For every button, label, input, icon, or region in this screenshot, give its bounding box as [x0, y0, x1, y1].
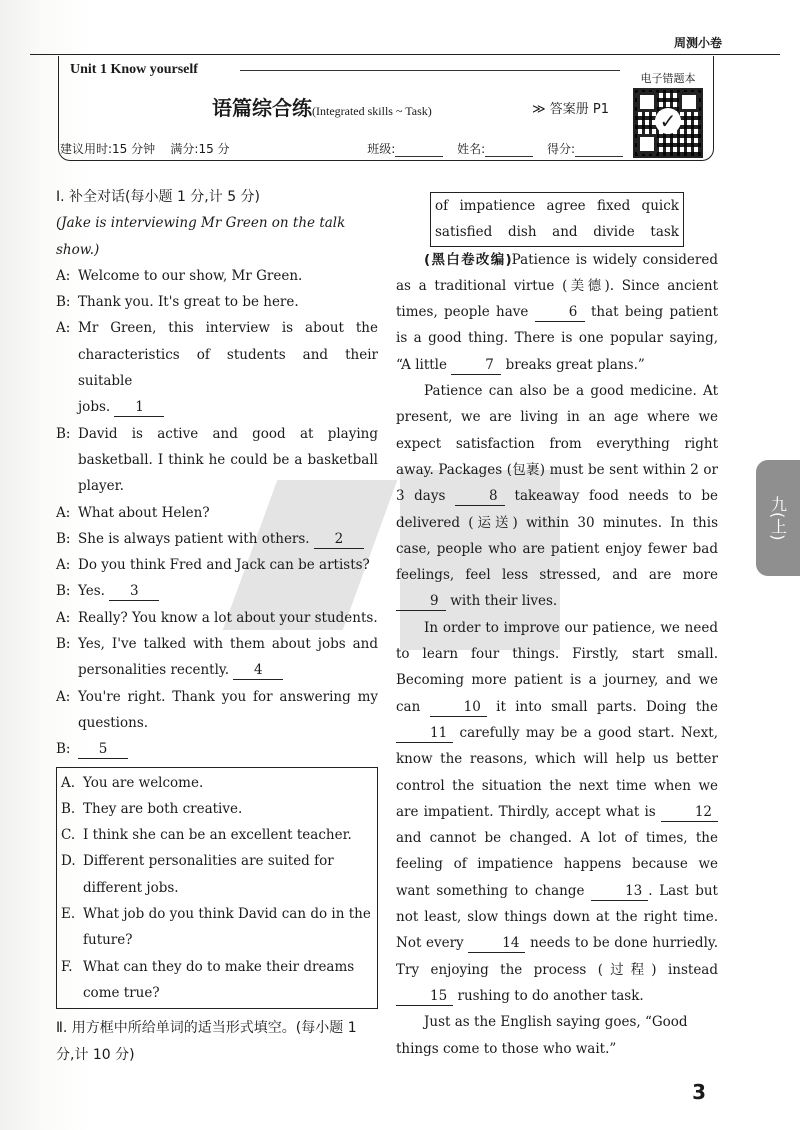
option-text: Different personalities are suited for different jobs.	[83, 853, 334, 896]
answer-ref: ≫ 答案册 P1	[532, 102, 609, 117]
text: and cannot be changed. A lot of times, the feeling of impatience happens because we want something to change	[396, 830, 718, 899]
paragraph-1	[396, 247, 718, 378]
class-field[interactable]	[395, 144, 443, 157]
speaker-label: A:	[56, 688, 71, 705]
options-box	[56, 767, 378, 1010]
blank-8[interactable]: 8	[455, 487, 505, 506]
text: basketball. I think he could be a basketball	[78, 451, 378, 468]
text: Really? You know a lot about your students.	[78, 609, 378, 626]
text: needs to be done hurriedly. Try enjoying the process (过程) instead	[396, 935, 719, 978]
dialog-text	[78, 736, 378, 762]
text: In order to improve our patience, we need to learn four things. Firstly, start small. Becoming more patient is a journey, and we can	[396, 619, 718, 715]
dialog-text-line	[78, 315, 378, 341]
time-label: 建议用时:15 分钟	[60, 142, 156, 156]
qr-label: 电子错题本	[640, 72, 696, 85]
check-icon: ✓	[655, 108, 681, 134]
word-option: quick	[641, 198, 679, 214]
word-option: satisfied	[435, 224, 493, 241]
text: rushing to do another task.	[457, 987, 644, 1004]
blank-10[interactable]: 10	[430, 698, 487, 717]
text: with their lives.	[450, 593, 558, 610]
blank-1[interactable]: 1	[114, 398, 164, 417]
option-text: They are both creative.	[83, 800, 243, 817]
paragraph-2	[396, 378, 718, 615]
blank-12[interactable]: 12	[661, 803, 718, 822]
option-item	[61, 770, 373, 796]
speaker-label: A:	[56, 320, 71, 337]
option-key: B.	[61, 800, 76, 817]
source-label: (黑白卷改编)	[424, 251, 512, 268]
side-tab-label: 九(上)	[768, 495, 788, 541]
dialog-text-line	[78, 684, 378, 710]
option-key: F.	[61, 958, 73, 975]
option-key: C.	[61, 827, 76, 844]
option-item	[61, 796, 373, 822]
speaker-label: A:	[56, 504, 71, 521]
dialog-text	[78, 421, 378, 500]
text: She is always patient with others.	[78, 530, 310, 547]
dialog-text-line	[78, 447, 378, 473]
dialog-line	[56, 315, 378, 420]
qr-eye-icon	[637, 134, 657, 154]
text: David is active and good at playing	[78, 425, 378, 442]
unit-rule	[240, 70, 620, 71]
blank-9[interactable]: 9	[396, 592, 446, 611]
dialog-line	[56, 631, 378, 684]
speaker-label: A:	[56, 267, 71, 284]
score-label: 满分:15 分	[170, 142, 230, 156]
qr-eye-icon	[637, 92, 657, 112]
text: carefully may be a good start. Next, know the reasons, which will help us better control the situation the next time when we are impatient. Thirdly, accept what is	[396, 724, 718, 820]
text: Patience can also be a good medicine. At present, we are living in an age where we expect satisfaction from everything right away. Packages (包裹) must be sent within 2 or 3 days	[396, 383, 718, 505]
dialog-line	[56, 526, 378, 552]
blank-6[interactable]: 6	[535, 303, 585, 322]
text: breaks great plans.”	[505, 356, 645, 373]
dialog-context: (Jake is interviewing Mr Green on the talk show.)	[56, 215, 346, 258]
text: Patience is widely considered as a traditional virtue (美德). Since ancient times, people have	[396, 251, 718, 321]
text: jobs.	[78, 399, 111, 416]
dialog-text-line	[78, 578, 378, 604]
text: Yes, I've talked with them about jobs and	[78, 636, 378, 653]
text: Yes.	[78, 583, 105, 600]
speaker-label: A:	[56, 557, 71, 574]
qr-block[interactable]	[630, 70, 706, 156]
paragraph-3	[396, 615, 718, 1009]
dialog-text-line	[78, 421, 378, 447]
word-row	[435, 219, 679, 245]
text: What about Helen?	[78, 504, 210, 521]
qr-eye-icon	[679, 92, 699, 112]
dialog-text	[78, 631, 378, 684]
dialog-text-line	[78, 342, 378, 395]
blank-3[interactable]: 3	[109, 582, 159, 601]
word-row	[435, 193, 679, 219]
word-option: and	[552, 224, 578, 241]
section-2	[396, 184, 718, 1062]
word-option: task	[650, 224, 679, 241]
header-rule	[30, 54, 780, 55]
speaker-label: B:	[56, 636, 71, 653]
text: it into small parts. Doing the	[496, 698, 718, 715]
blank-14[interactable]: 14	[468, 934, 525, 953]
word-box	[430, 192, 684, 247]
dialog-text	[78, 263, 378, 289]
main-title	[212, 92, 432, 121]
page-number: 3	[692, 1080, 706, 1104]
dialog-text	[78, 605, 378, 631]
class-label: 班级:	[367, 142, 396, 156]
option-key: A.	[61, 774, 76, 791]
section-1	[56, 184, 378, 1068]
text: . Last but not least, slow things down at the right time. Not every	[396, 882, 718, 952]
option-item	[61, 954, 373, 1007]
text: Thank you. It's great to be here.	[78, 294, 299, 311]
speaker-label: B:	[56, 741, 71, 758]
top-label: 周测小卷	[673, 36, 722, 50]
dialog-line	[56, 421, 378, 500]
option-item	[61, 848, 373, 901]
dialog-line	[56, 684, 378, 737]
text: takeaway food needs to be delivered (运送) within 30 minutes. In this case, people who are patient enjoy fewer bad feelings, feel less stressed, and are more	[396, 488, 718, 584]
option-text: What can they do to make their dreams come true?	[83, 958, 355, 1001]
mark-field[interactable]	[575, 144, 623, 157]
dialog-text-line	[78, 394, 378, 420]
dialog-text	[78, 526, 378, 552]
dialog-text-line	[78, 526, 378, 552]
option-text: I think she can be an excellent teacher.	[83, 827, 352, 844]
dialog-text	[78, 500, 378, 526]
word-option: fixed	[596, 198, 631, 214]
option-text: What job do you think David can do in the future?	[83, 906, 371, 949]
word-option: divide	[593, 224, 635, 241]
section-1-title: Ⅰ. 补全对话(每小题 1 分,计 5 分)	[56, 189, 261, 205]
text: personalities recently.	[78, 662, 230, 679]
section-2-title: Ⅱ. 用方框中所给单词的适当形式填空。(每小题 1 分,计 10 分)	[56, 1020, 357, 1063]
mark-label: 得分:	[546, 142, 575, 156]
dialog-line	[56, 500, 378, 526]
side-tab	[756, 460, 800, 576]
dialog-line	[56, 605, 378, 631]
text: Do you think Fred and Jack can be artists?	[78, 557, 370, 574]
speaker-label: B:	[56, 425, 71, 442]
unit-title: Unit 1 Know yourself	[70, 62, 198, 77]
blank-13[interactable]: 13	[591, 882, 648, 901]
dialog-text-line	[78, 710, 378, 736]
dialog-text-line	[78, 631, 378, 657]
option-item	[61, 901, 373, 954]
blank-7[interactable]: 7	[451, 356, 501, 375]
name-label: 姓名:	[457, 142, 486, 156]
option-item	[61, 822, 373, 848]
dialog-text-line	[78, 473, 378, 499]
paragraph-4: Just as the English saying goes, “Good things come to those who wait.”	[396, 1014, 688, 1057]
dialog-line	[56, 736, 378, 762]
text: Welcome to our show, Mr Green.	[78, 267, 303, 284]
text: Mr Green, this interview is about the	[78, 320, 378, 337]
text: player.	[78, 478, 124, 495]
dialog-text-line	[78, 605, 378, 631]
dialog-text-line	[78, 657, 378, 683]
dialog-text-line	[78, 736, 378, 762]
speaker-label: B:	[56, 583, 71, 600]
name-field[interactable]	[485, 144, 533, 157]
word-option: impatience	[459, 198, 536, 214]
blank-15[interactable]: 15	[396, 987, 453, 1006]
blank-5[interactable]: 5	[78, 740, 128, 759]
text: that being patient is a good thing. There is one popular saying, “A little	[396, 304, 718, 373]
dialog-text	[78, 578, 378, 604]
main-title-text: 语篇综合练	[212, 96, 312, 120]
speaker-label: B:	[56, 530, 71, 547]
option-key: E.	[61, 906, 76, 923]
text: You're right. Thank you for answering my	[78, 688, 378, 705]
meta-row	[60, 140, 633, 157]
word-option: agree	[546, 198, 586, 214]
dialog-text-line	[78, 500, 378, 526]
dialog	[56, 263, 378, 763]
main-title-sub: (Integrated skills ~ Task)	[312, 104, 432, 118]
option-key: D.	[61, 853, 76, 870]
blank-11[interactable]: 11	[396, 724, 453, 743]
dialog-text	[78, 315, 378, 420]
text: questions.	[78, 714, 149, 731]
dialog-line	[56, 263, 378, 289]
dialog-line	[56, 289, 378, 315]
option-text: You are welcome.	[83, 774, 204, 791]
qr-code-icon[interactable]	[633, 88, 703, 158]
text: characteristics of students and their suitable	[78, 346, 378, 390]
dialog-text-line	[78, 263, 378, 289]
dialog-text	[78, 289, 378, 315]
blank-2[interactable]: 2	[314, 530, 364, 549]
blank-4[interactable]: 4	[233, 661, 283, 680]
dialog-text	[78, 552, 378, 578]
dialog-line	[56, 552, 378, 578]
word-option: dish	[507, 224, 537, 241]
dialog-text-line	[78, 552, 378, 578]
dialog-text	[78, 684, 378, 737]
dialog-text-line	[78, 289, 378, 315]
speaker-label: B:	[56, 294, 71, 311]
dialog-line	[56, 578, 378, 604]
word-option: of	[435, 198, 449, 214]
speaker-label: A:	[56, 609, 71, 626]
